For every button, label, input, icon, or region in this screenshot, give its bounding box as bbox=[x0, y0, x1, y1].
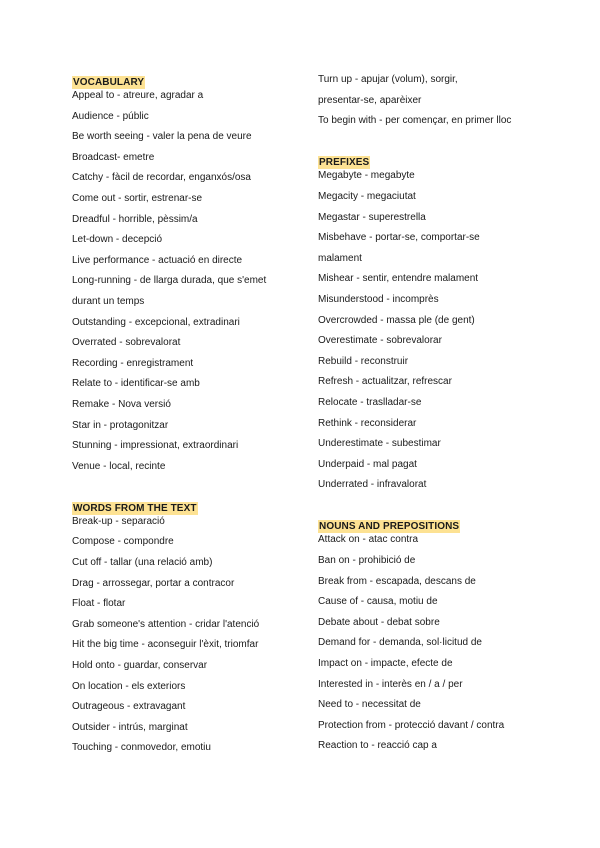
section-heading: NOUNS AND PREPOSITIONS bbox=[319, 521, 460, 533]
list-item: Ban on - prohibició de bbox=[318, 555, 416, 567]
section-heading: WORDS FROM THE TEXT bbox=[73, 502, 197, 514]
section-heading: PREFIXES bbox=[319, 157, 370, 169]
list-item: malament bbox=[318, 252, 362, 264]
continued-vocabulary bbox=[318, 70, 558, 132]
list-item: To begin with - per començar, en primer lloc bbox=[318, 115, 512, 127]
section-vocabulary bbox=[72, 72, 297, 477]
list-item: Overcrowded - massa ple (de gent) bbox=[318, 314, 475, 326]
list-item: Debate about - debat sobre bbox=[318, 616, 440, 628]
list-item: Misunderstood - incomprès bbox=[318, 293, 439, 305]
list-item: Misbehave - portar-se, comportar-se bbox=[318, 232, 480, 244]
list-item: Underrated - infravalorat bbox=[318, 479, 427, 491]
list-item: Hold onto - guardar, conservar bbox=[72, 660, 208, 672]
list-item: Refresh - actualitzar, refrescar bbox=[318, 376, 452, 388]
list-item: Cause of - causa, motiu de bbox=[318, 596, 438, 608]
list-item: Grab someone's attention - cridar l'atenció bbox=[72, 618, 260, 630]
list-item: Outrageous - extravagant bbox=[72, 701, 186, 713]
list-item: Catchy - fàcil de recordar, enganxós/osa bbox=[72, 172, 251, 184]
list-item: Touching - conmovedor, emotiu bbox=[72, 742, 211, 754]
list-item: Reaction to - reacció cap a bbox=[318, 740, 437, 752]
list-item: durant un temps bbox=[72, 295, 145, 307]
list-item: Overestimate - sobrevalorar bbox=[318, 335, 442, 347]
list-item: Need to - necessitat de bbox=[318, 699, 421, 711]
list-item: Live performance - actuació en directe bbox=[72, 254, 243, 266]
list-item: Star in - protagonitzar bbox=[72, 419, 169, 431]
list-item: Let-down - decepció bbox=[72, 234, 163, 246]
list-item: Underestimate - subestimar bbox=[318, 438, 441, 450]
section-prefixes bbox=[318, 152, 558, 496]
list-item: Audience - públic bbox=[72, 110, 149, 122]
list-item: Impact on - impacte, efecte de bbox=[318, 658, 453, 670]
list-item: Relate to - identificar-se amb bbox=[72, 378, 200, 390]
list-item: Venue - local, recinte bbox=[72, 460, 166, 472]
list-item: Mishear - sentir, entendre malament bbox=[318, 273, 479, 285]
list-item: Hit the big time - aconseguir l'èxit, triomfar bbox=[72, 639, 259, 651]
list-item: Outsider - intrús, marginat bbox=[72, 721, 188, 733]
right-column bbox=[318, 70, 558, 757]
list-item: Megastar - superestrella bbox=[318, 211, 426, 223]
section-words-from-the-text bbox=[72, 498, 297, 759]
list-item: Recording - enregistrament bbox=[72, 357, 194, 369]
list-item: Remake - Nova versió bbox=[72, 398, 171, 410]
list-item: Be worth seeing - valer la pena de veure bbox=[72, 131, 252, 143]
list-item: Demand for - demanda, sol·licitud de bbox=[318, 637, 482, 649]
list-item: Interested in - interès en / a / per bbox=[318, 678, 463, 690]
list-item: Compose - compondre bbox=[72, 536, 174, 548]
list-item: Come out - sortir, estrenar-se bbox=[72, 192, 203, 204]
list-item: Drag - arrossegar, portar a contracor bbox=[72, 577, 235, 589]
list-item: Underpaid - mal pagat bbox=[318, 458, 417, 470]
list-item: Turn up - apujar (volum), sorgir, bbox=[318, 74, 458, 85]
list-item: Long-running - de llarga durada, que s'emet bbox=[72, 275, 267, 287]
list-item: Megacity - megaciutat bbox=[318, 190, 416, 202]
list-item: Protection from - protecció davant / contra bbox=[318, 719, 505, 731]
list-item: Attack on - atac contra bbox=[318, 534, 419, 546]
list-item: Rethink - reconsiderar bbox=[318, 417, 417, 429]
list-item: Dreadful - horrible, pèssim/a bbox=[72, 213, 198, 225]
list-item: On location - els exteriors bbox=[72, 680, 186, 692]
list-item: Break from - escapada, descans de bbox=[318, 575, 476, 587]
list-item: Broadcast- emetre bbox=[72, 151, 155, 163]
list-item: Float - flotar bbox=[72, 598, 126, 610]
list-item: presentar-se, aparèixer bbox=[318, 94, 422, 106]
list-item: Megabyte - megabyte bbox=[318, 170, 415, 182]
section-heading: VOCABULARY bbox=[73, 77, 145, 88]
list-item: Appeal to - atreure, agradar a bbox=[72, 90, 204, 101]
list-item: Outstanding - excepcional, extradinari bbox=[72, 316, 240, 328]
left-column bbox=[72, 72, 297, 759]
list-item: Break-up - separació bbox=[72, 515, 165, 527]
section-nouns-and-prepositions bbox=[318, 516, 558, 757]
list-item: Overrated - sobrevalorat bbox=[72, 337, 181, 349]
list-item: Relocate - traslladar-se bbox=[318, 396, 422, 408]
list-item: Rebuild - reconstruir bbox=[318, 355, 409, 367]
list-item: Cut off - tallar (una relació amb) bbox=[72, 557, 213, 569]
list-item: Stunning - impressionat, extraordinari bbox=[72, 440, 239, 452]
